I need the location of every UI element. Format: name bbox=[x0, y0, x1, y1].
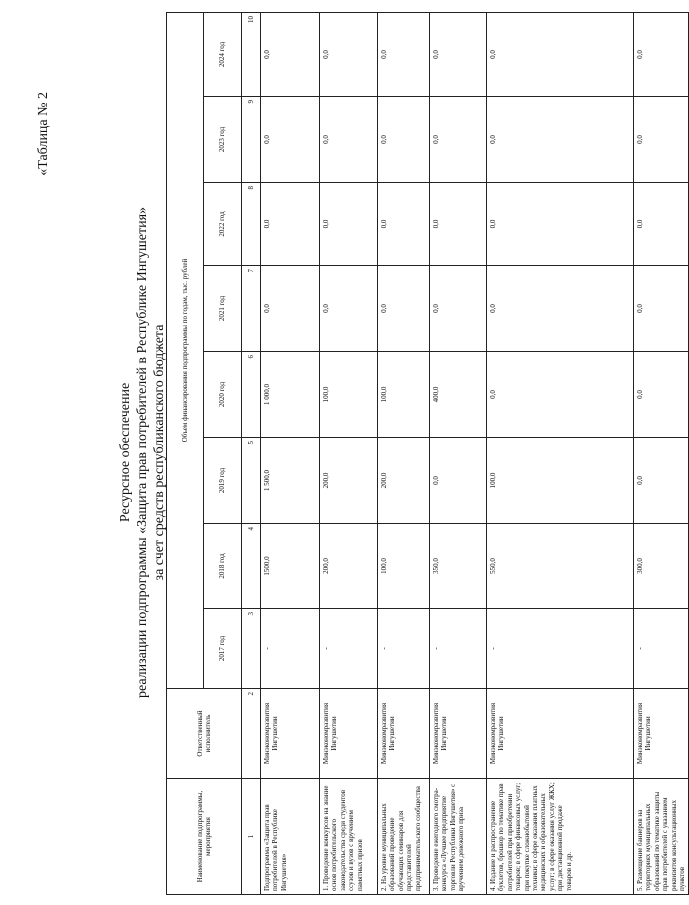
row-value: 0,0 bbox=[487, 183, 634, 266]
column-number: 5 bbox=[242, 438, 261, 524]
row-value: 0,0 bbox=[487, 352, 634, 438]
row-value: 0,0 bbox=[634, 352, 689, 438]
row-value: - bbox=[378, 609, 430, 689]
row-value: 0,0 bbox=[487, 12, 634, 96]
document-title: Ресурсное обеспечение bbox=[118, 382, 133, 523]
table-header-row bbox=[167, 12, 204, 894]
row-responsible: Минэкономразвития Ингушетии bbox=[487, 689, 634, 779]
header-funding: Объем финансирования подпрограммы по годам, тыс. рублей bbox=[167, 12, 204, 688]
row-value: 0,0 bbox=[634, 183, 689, 266]
row-value: 100,0 bbox=[378, 352, 430, 438]
table-row bbox=[320, 12, 378, 894]
row-value: 100,0 bbox=[487, 438, 634, 524]
header-year: 2019 год bbox=[204, 438, 242, 524]
header-year: 2021 год bbox=[204, 266, 242, 352]
row-value: 200,0 bbox=[378, 438, 430, 524]
table-row bbox=[378, 12, 430, 894]
row-value: 0,0 bbox=[430, 12, 487, 96]
row-value: 0,0 bbox=[320, 183, 378, 266]
row-name: Подпрограмма «Защита прав потребителей в Республике Ингушетия» bbox=[261, 779, 320, 895]
row-value: 400,0 bbox=[430, 352, 487, 438]
row-responsible: Минэкономразвития Ингушетии bbox=[378, 689, 430, 779]
row-value: 0,0 bbox=[430, 183, 487, 266]
row-value: 0,0 bbox=[261, 97, 320, 183]
row-value: 0,0 bbox=[320, 97, 378, 183]
row-value: 100,0 bbox=[320, 352, 378, 438]
row-value: 200,0 bbox=[320, 524, 378, 609]
column-number: 7 bbox=[242, 266, 261, 352]
column-number: 2 bbox=[242, 689, 261, 779]
table-row bbox=[487, 12, 634, 894]
row-value: 0,0 bbox=[487, 97, 634, 183]
row-value: 0,0 bbox=[634, 438, 689, 524]
table-row bbox=[430, 12, 487, 894]
row-value: 1 000,0 bbox=[261, 352, 320, 438]
table-number-label: «Таблица № 2 bbox=[36, 92, 51, 176]
row-value: 550,0 bbox=[487, 524, 634, 609]
document-subtitle-2: за счет средств республиканского бюджета bbox=[152, 324, 167, 581]
table-row bbox=[261, 12, 320, 894]
row-value: 0,0 bbox=[261, 12, 320, 96]
header-year: 2022 год bbox=[204, 183, 242, 266]
row-responsible: Минэкономразвития Ингушетии bbox=[261, 689, 320, 779]
row-value: 0,0 bbox=[378, 12, 430, 96]
row-value: 0,0 bbox=[634, 97, 689, 183]
document-subtitle: реализации подпрограммы «Защита прав потребителей в Республике Ингушетия» bbox=[135, 206, 150, 699]
row-value: 1500,0 bbox=[261, 524, 320, 609]
row-value: - bbox=[487, 609, 634, 689]
row-name: 5. Размещение баннеров на территориях муниципальных образований по тематике защиты прав потребителей с указанием реквизитов консультационных пунктов bbox=[634, 779, 689, 895]
row-value: - bbox=[261, 609, 320, 689]
row-value: 0,0 bbox=[634, 266, 689, 352]
column-number-row bbox=[242, 12, 261, 894]
header-year: 2024 год bbox=[204, 12, 242, 96]
row-value: 0,0 bbox=[634, 12, 689, 96]
row-value: - bbox=[320, 609, 378, 689]
row-value: 0,0 bbox=[430, 438, 487, 524]
row-name: 1. Проведение конкурсов на знание основ потребительского законодательства среди студентов ссузов и вузов с вручением памятных призов bbox=[320, 779, 378, 895]
row-value: 0,0 bbox=[378, 97, 430, 183]
row-value: 0,0 bbox=[378, 266, 430, 352]
row-value: 0,0 bbox=[320, 12, 378, 96]
row-responsible: Минэкономразвития Ингушетии bbox=[634, 689, 689, 779]
column-number: 4 bbox=[242, 524, 261, 609]
row-value: 300,0 bbox=[634, 524, 689, 609]
column-number: 3 bbox=[242, 609, 261, 689]
row-value: 0,0 bbox=[378, 183, 430, 266]
table-row bbox=[634, 12, 689, 894]
column-number: 6 bbox=[242, 352, 261, 438]
column-number: 9 bbox=[242, 97, 261, 183]
row-value: 0,0 bbox=[261, 183, 320, 266]
row-value: 0,0 bbox=[430, 97, 487, 183]
header-year: 2020 год bbox=[204, 352, 242, 438]
row-value: 0,0 bbox=[487, 266, 634, 352]
row-value: 0,0 bbox=[320, 266, 378, 352]
row-value: 0,0 bbox=[261, 266, 320, 352]
row-responsible: Минэкономразвития Ингушетии bbox=[320, 689, 378, 779]
column-number: 1 bbox=[242, 779, 261, 895]
row-value: 1 500,0 bbox=[261, 438, 320, 524]
header-name: Наименование подпрограммы, мероприятия bbox=[167, 779, 242, 895]
header-year: 2018 год bbox=[204, 524, 242, 609]
column-number: 10 bbox=[242, 12, 261, 96]
header-year: 2017 год bbox=[204, 609, 242, 689]
column-number: 8 bbox=[242, 183, 261, 266]
header-year: 2023 год bbox=[204, 97, 242, 183]
row-value: 0,0 bbox=[430, 266, 487, 352]
row-value: 100,0 bbox=[378, 524, 430, 609]
row-name: 4. Издание и распространение буклетов, брошюр по тематике прав потребителей при приобретении товаров; в сфере финансовых услуг; при покупке сложнобытовой техники; в сфере оказания платных медицинских и образовательных услуг; в сфере оказания услуг ЖКХ; при дистанционной продаже товаров и др. bbox=[487, 779, 634, 895]
row-value: - bbox=[430, 609, 487, 689]
row-value: - bbox=[634, 609, 689, 689]
row-name: 3. Проведение ежегодного смотра-конкурса «Лучшее предприятие торговли Республики Ингушетия» с вручением денежного приза bbox=[430, 779, 487, 895]
resource-table bbox=[166, 12, 689, 895]
row-value: 200,0 bbox=[320, 438, 378, 524]
row-name: 2. На уровне муниципальных образований проведение обучающих семинаров для представителей предпринимательского сообщества bbox=[378, 779, 430, 895]
header-responsible: Ответственный исполнитель bbox=[167, 689, 242, 779]
row-value: 350,0 bbox=[430, 524, 487, 609]
row-responsible: Минэкономразвития Ингушетии bbox=[430, 689, 487, 779]
